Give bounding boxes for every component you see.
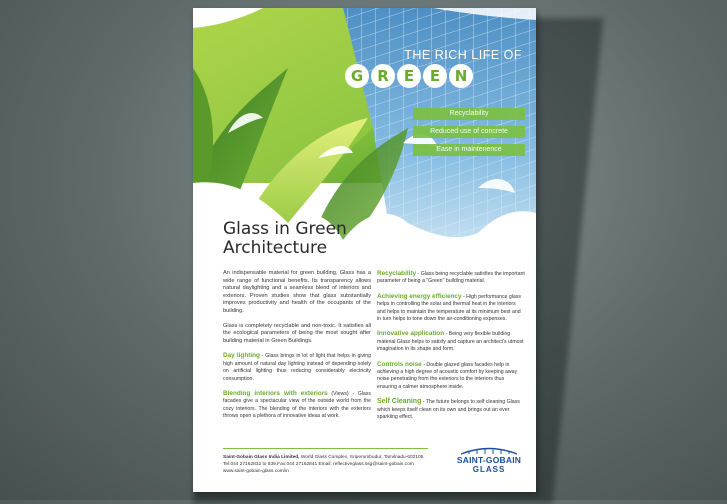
benefit-term: Innovative application: [377, 330, 445, 338]
benefit-text: - High performance glass helps in controlling the solar and thermal heat in the interiors and helps to maintain the temperature at its minimum best and in turn helps to tone down the air-conditioning expenses.: [377, 293, 521, 323]
benefit-innovative: [377, 330, 525, 353]
benefit-term: Recyclability: [377, 270, 417, 277]
footer-website: www.saint-gobain-glass.com/in: [223, 469, 289, 475]
recyclable-paragraph: Glass is completely recyclable and non-toxic. It satisfies all the ecological parameters of being the most sought after building material in Green Buildings.: [223, 322, 371, 344]
logo-sub: GLASS: [472, 465, 506, 474]
hero-title: THE RICH LIFE OF: [404, 48, 522, 62]
green-letter: E: [423, 64, 447, 88]
benefit-term: Controls noise: [377, 360, 422, 368]
footer-contact-line: Tel:044 27162832 to 839.Fax:044 27162841 Email: reflectiveglass.ssg@saint-gobain.com: [223, 462, 414, 468]
saint-gobain-logo: [450, 446, 528, 482]
benefit-text: - Being very flexible building material Glass helps to satisfy and capture an architect's utmost imagination in its shape and form.: [377, 331, 524, 353]
benefit-term: Self Cleaning: [377, 398, 422, 406]
left-column: [223, 270, 371, 428]
arch-icon: [459, 446, 519, 455]
company-name: Saint-Gobain Glass India Limited,: [223, 455, 300, 460]
benefit-text: - Double glazed glass facades help in achieving a high degree of acoustic comfort by keeping away noise penetrating from the exteriors to the interiors thus ensuring a calmer atmosphere inside.: [377, 361, 518, 390]
benefit-term: Achieving energy efficiency: [377, 292, 462, 300]
brochure-page: [193, 8, 536, 492]
green-word: [345, 64, 473, 88]
company-address: World Glass Complex, Sriperumbudur, Tamilnadu-602105.: [299, 455, 425, 460]
benefit-text: (Views) - Glass facades give a spectacular view of the outside world from the cozy interiors. The blending of the interiors with the exteriors throws open a plethora of innovative ideas at work.: [223, 390, 371, 420]
benefit-energy: [377, 293, 525, 324]
benefit-text: - The future belongs to self cleaning Glass which keeps itself clean on its own and brings out an ever sparkling effect.: [377, 399, 520, 421]
benefit-term: Blending interiors with exteriors: [223, 389, 328, 397]
green-letter: R: [371, 64, 395, 88]
benefit-blending: [223, 390, 371, 421]
page-title-line1: Glass in Green: [223, 219, 347, 239]
footer-address-line: [223, 454, 443, 461]
logo-name: SAINT-GOBAIN: [456, 455, 522, 465]
green-letter: E: [397, 64, 421, 88]
feature-tag-maintenance: Ease in maintenence: [413, 144, 525, 156]
green-letter: N: [449, 64, 473, 88]
benefit-daylighting: [223, 352, 371, 383]
footer-contact: [223, 454, 443, 476]
benefit-text: - Glass being recyclable satisfies the important parameter of being a "Green" building material.: [377, 271, 525, 285]
green-letter: G: [345, 64, 369, 88]
benefit-recyclability: [377, 270, 525, 286]
footer-divider: [223, 448, 428, 449]
benefit-noise: [377, 361, 525, 392]
intro-paragraph: An indispensable material for green building, Glass has a wide range of functional benefits. Its transparency allows natural daylighting and a seamless blend of interiors and exteriors. Proven studies show that glass substantially improves productivity and health of the occupants of the building.: [223, 270, 371, 314]
right-column: [377, 270, 525, 429]
feature-tag-recyclability: Recyclability: [413, 108, 525, 120]
page-title: [223, 220, 347, 258]
benefit-term: Day lighting: [223, 352, 260, 360]
benefit-text: - Glass brings in lot of light that helps in giving high amount of natural day lighting instead of depending solely on artificial lighting thus reducing considerably electricity consumption.: [223, 353, 371, 382]
benefit-self-cleaning: [377, 398, 525, 421]
feature-tag-concrete: Reduced use of concrete: [413, 126, 525, 138]
page-title-line2: Architecture: [223, 238, 328, 258]
